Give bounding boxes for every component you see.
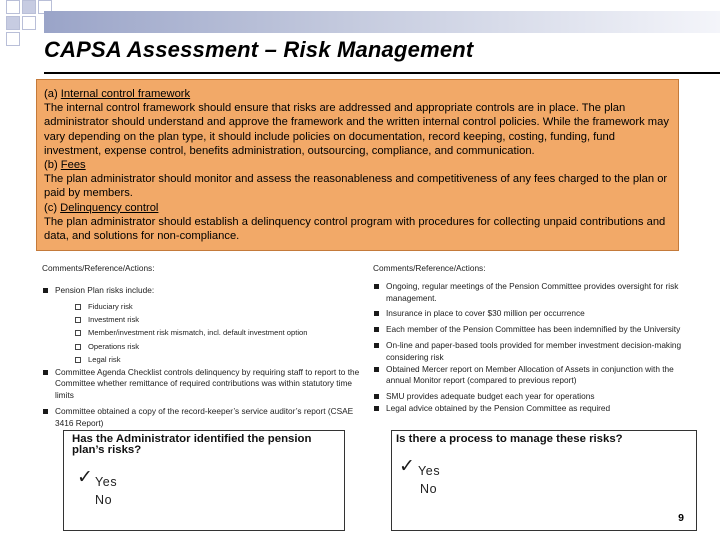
right-bullet: Legal advice obtained by the Pension Committee as required	[373, 403, 698, 415]
question-text: Is there a process to manage these risks?	[396, 433, 623, 445]
answer-no: No	[420, 482, 438, 496]
checkmark-icon: ✓	[77, 467, 93, 488]
c-text: The plan administrator should establish a delinquency control program with procedures for collecting unpaid contributions and data, and solutions for non-compliance.	[44, 215, 666, 243]
b-text: The plan administrator should monitor and assess the reasonableness and competitiveness of any fees charged to the plan or paid by members.	[44, 173, 668, 200]
checkmark-icon: ✓	[399, 456, 415, 477]
b-label: (b)	[44, 159, 61, 172]
framework-box	[36, 79, 679, 251]
right-bullet: Obtained Mercer report on Member Allocation of Assets in conjunction with the annual Monitor report (compared to previous report)	[373, 364, 698, 388]
a-text: The internal control framework should ensure that risks are addressed and appropriate controls are in place. The plan administrator should understand and approve the framework and the written internal control policies. While the framework may vary depending on the plan type, it should include policies on documentation, record keeping, costing, funding, fund investment, expense control, benefits administration, outsourcing, compliance, and communication.	[44, 102, 669, 157]
right-bullet: Insurance in place to cover $30 million per occurrence	[373, 308, 698, 320]
left-bullet: Committee obtained a copy of the record-keeper’s service auditor’s report (CSAE 3416 Report)	[42, 406, 360, 430]
answer-no: No	[95, 493, 113, 507]
question-text: Has the Administrator identified the pension plan’s risks?	[72, 433, 312, 456]
left-heading: Comments/Reference/Actions:	[42, 263, 155, 273]
c-heading: Delinquency control	[60, 201, 159, 214]
risk-item: Investment risk	[42, 313, 360, 326]
c-label: (c)	[44, 201, 61, 214]
page-title: CAPSA Assessment – Risk Management	[44, 37, 474, 62]
a-label: (a)	[44, 88, 61, 100]
page-number: 9	[678, 512, 684, 524]
right-heading: Comments/Reference/Actions:	[373, 263, 486, 273]
question-box-risk-process	[391, 430, 697, 531]
b-heading: Fees	[60, 159, 86, 172]
right-bullet: Each member of the Pension Committee has been indemnified by the University	[373, 324, 698, 336]
right-bullet: On-line and paper-based tools provided for member investment decision-making considering risk	[373, 340, 698, 364]
risks-intro: Pension Plan risks include:	[42, 285, 360, 297]
left-comments	[42, 263, 360, 430]
risk-list	[42, 300, 360, 367]
right-comments	[373, 263, 698, 415]
risk-item: Legal risk	[42, 353, 360, 366]
left-bullet: Committee Agenda Checklist controls delinquency by requiring staff to report to the Committee whether remittance of required contributions was within statutory time limits	[42, 367, 360, 402]
answer-yes: Yes	[95, 475, 118, 489]
risk-item: Fiduciary risk	[42, 300, 360, 313]
header-gradient-bar	[44, 11, 720, 33]
a-heading: Internal control framework	[60, 88, 191, 100]
question-box-risks-identified	[63, 430, 345, 531]
right-bullet: Ongoing, regular meetings of the Pension Committee provides oversight for risk management.	[373, 281, 698, 305]
risk-item: Member/investment risk mismatch, incl. default investment option	[42, 326, 360, 339]
answer-yes: Yes	[418, 464, 441, 478]
risk-item: Operations risk	[42, 340, 360, 353]
right-bullet: SMU provides adequate budget each year for operations	[373, 391, 698, 403]
title-divider	[44, 72, 720, 74]
